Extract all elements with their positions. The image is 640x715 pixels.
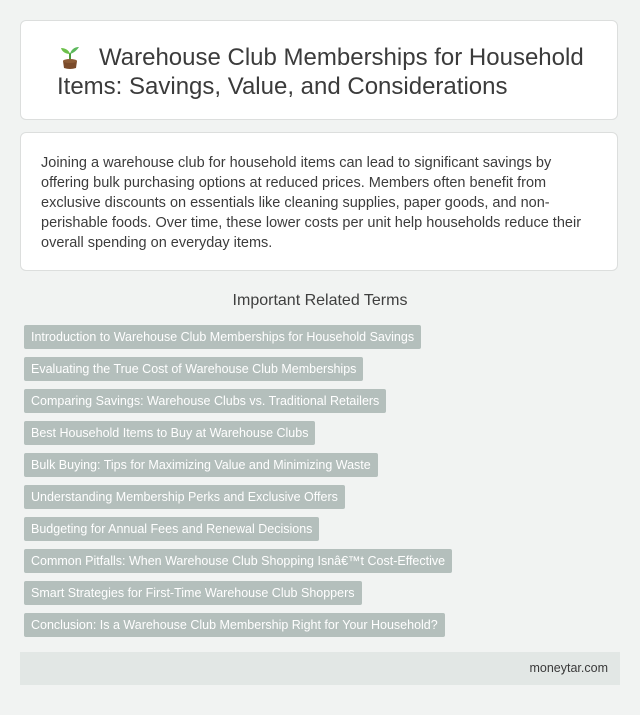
page-title-line2: Items: Savings, Value, and Considerations [57, 73, 508, 100]
related-terms-list [24, 325, 452, 645]
related-term-link-2[interactable]: Evaluating the True Cost of Warehouse Club Memberships [24, 357, 363, 381]
footer-bar [20, 652, 620, 685]
title-row [57, 43, 597, 101]
related-term-item [24, 325, 452, 349]
footer-site-name: moneytar.com [529, 661, 608, 675]
related-term-item [24, 357, 452, 381]
intro-card [20, 132, 618, 271]
related-term-link-7[interactable]: Budgeting for Annual Fees and Renewal Decisions [24, 517, 319, 541]
related-term-link-9[interactable]: Smart Strategies for First-Time Warehouse Club Shoppers [24, 581, 362, 605]
related-term-item [24, 421, 452, 445]
related-term-item [24, 453, 452, 477]
related-term-item [24, 389, 452, 413]
related-term-link-3[interactable]: Comparing Savings: Warehouse Clubs vs. Traditional Retailers [24, 389, 386, 413]
intro-paragraph: Joining a warehouse club for household items can lead to significant savings by offering bulk purchasing options at reduced prices. Members often benefit from exclusive discounts on essentials like cleaning supplies, paper goods, and non-perishable foods. Over time, these lower costs per unit help households reduce their overall spending on everyday items. [41, 155, 582, 251]
related-term-link-10[interactable]: Conclusion: Is a Warehouse Club Membership Right for Your Household? [24, 613, 445, 637]
related-term-link-8[interactable]: Common Pitfalls: When Warehouse Club Shopping Isnâ€™t Cost-Effective [24, 549, 452, 573]
related-term-link-6[interactable]: Understanding Membership Perks and Exclusive Offers [24, 485, 345, 509]
title-card [20, 20, 618, 120]
page-title-line1: Warehouse Club Memberships for Household [99, 44, 584, 71]
related-term-item [24, 485, 452, 509]
page-title [57, 43, 597, 101]
related-term-link-4[interactable]: Best Household Items to Buy at Warehouse Clubs [24, 421, 315, 445]
related-terms-heading: Important Related Terms [232, 292, 408, 309]
seedling-icon [57, 45, 83, 71]
related-term-item [24, 549, 452, 573]
related-term-link-5[interactable]: Bulk Buying: Tips for Maximizing Value and Minimizing Waste [24, 453, 378, 477]
related-term-item [24, 581, 452, 605]
related-term-item [24, 613, 452, 637]
related-term-item [24, 517, 452, 541]
related-term-link-1[interactable]: Introduction to Warehouse Club Memberships for Household Savings [24, 325, 421, 349]
